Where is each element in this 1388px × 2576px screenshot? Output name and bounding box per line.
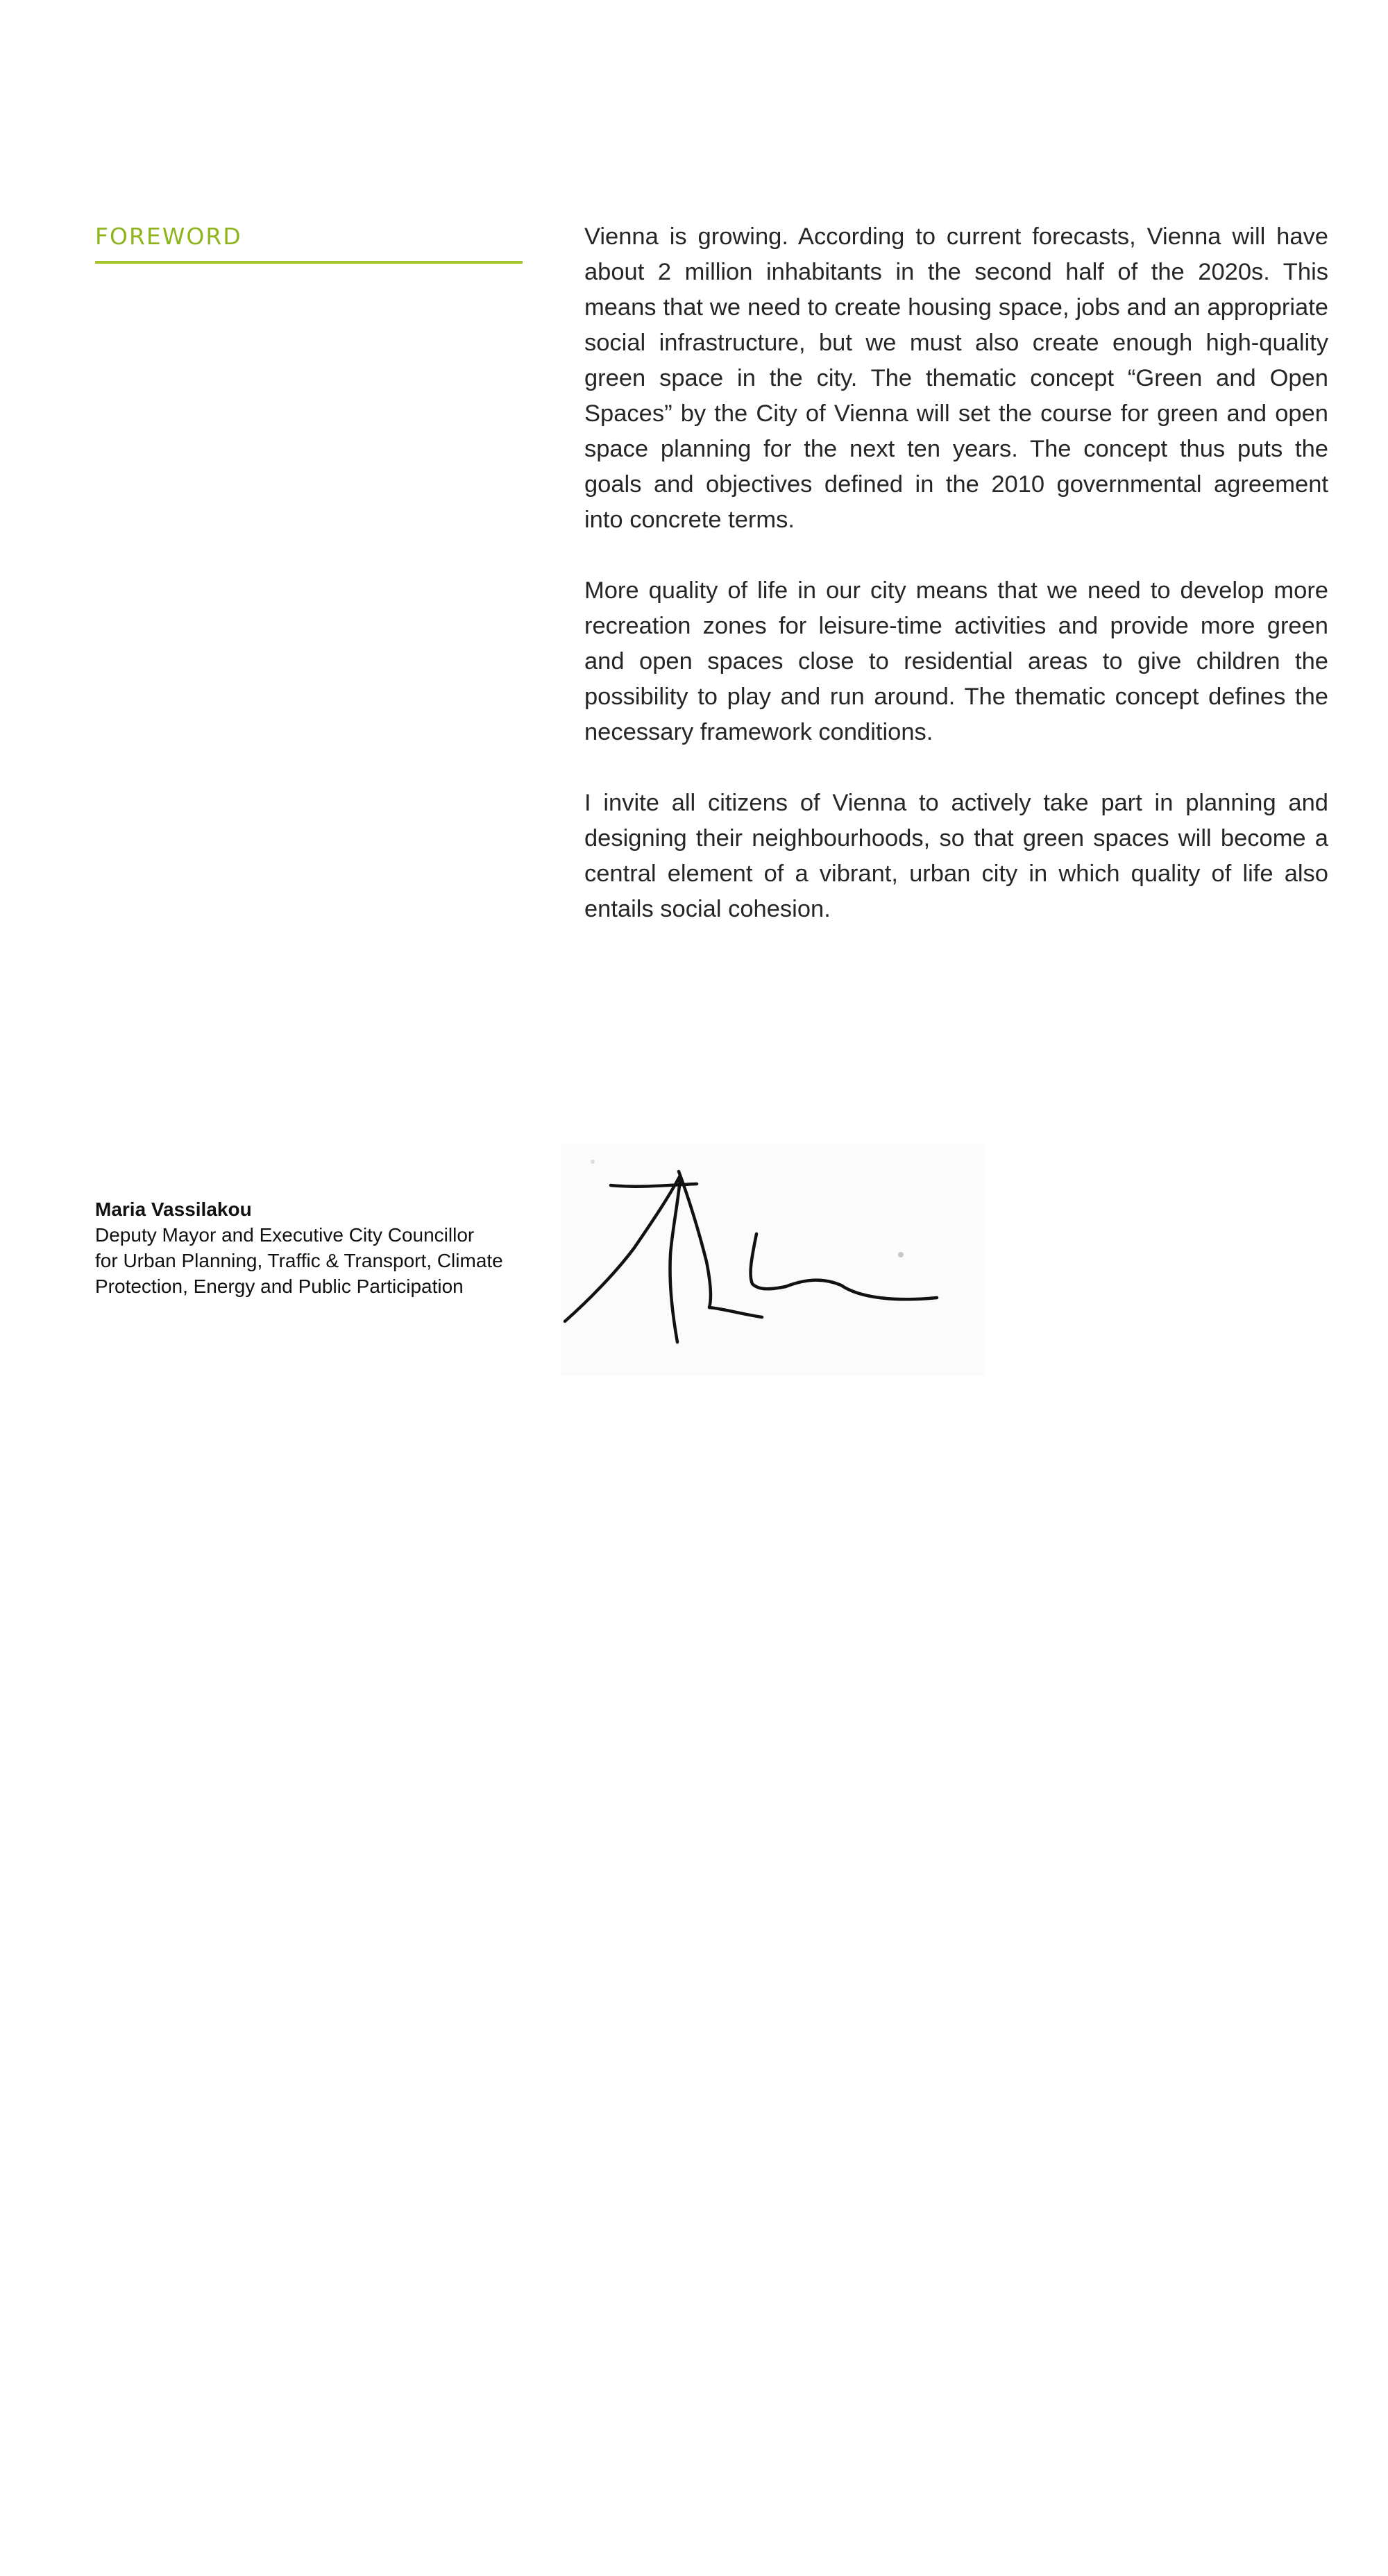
foreword-body [584, 219, 1328, 963]
signatory-block [95, 1196, 539, 1299]
foreword-paragraph-1: Vienna is growing. According to current forecasts, Vienna will have about 2 million inhabitants in the second half of the 2020s. This means that we need to create housing space, jobs and an appropriate social infrastructure, but we must also create enough high-quality green space in the city. The thematic concept “Green and Open Spaces” by the City of Vienna will set the course for green and open space planning for the next ten years. The concept thus puts the goals and objectives defined in the 2010 governmental agreement into concrete terms. [584, 223, 1328, 533]
signatory-role-line-2: for Urban Planning, Traffic & Transport, Climate [95, 1250, 503, 1271]
signatory-role-line-3: Protection, Energy and Public Participation [95, 1276, 464, 1297]
heading-block [95, 221, 523, 264]
signatory-role-line-1: Deputy Mayor and Executive City Councillor [95, 1224, 475, 1246]
section-heading: FOREWORD [95, 221, 523, 264]
signatory-name: Maria Vassilakou [95, 1198, 252, 1220]
foreword-paragraph-2: More quality of life in our city means that we need to develop more recreation zones for leisure-time activities and provide more green and open spaces close to residential areas to give children the possibility to play and run around. The thematic concept defines the necessary framework conditions. [584, 577, 1328, 745]
signature-icon [561, 1144, 985, 1375]
foreword-paragraph-3: I invite all citizens of Vienna to actively take part in planning and designing their neighbourhoods, so that green spaces will become a central element of a vibrant, urban city in which quality of life also entails social cohesion. [584, 790, 1328, 922]
